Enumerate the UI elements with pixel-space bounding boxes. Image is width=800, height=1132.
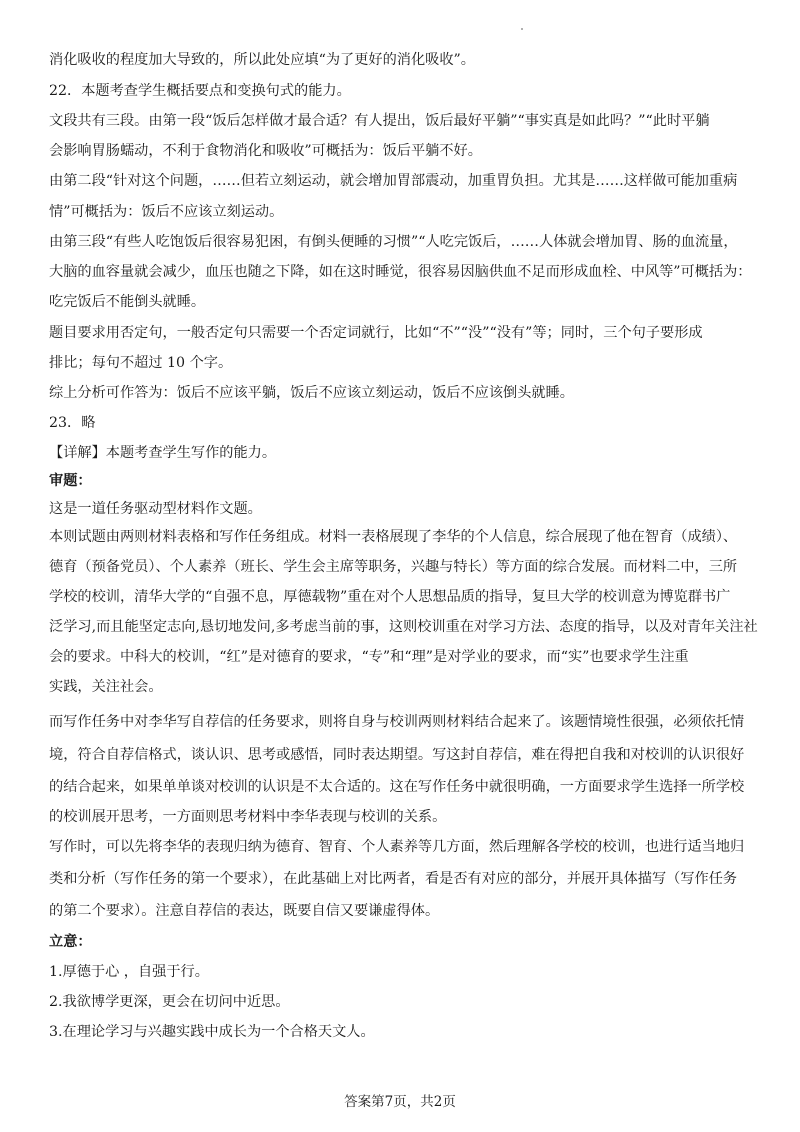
text-line: 的第二个要求）。注意自荐信的表达，既要自信又要谦虚得体。 xyxy=(49,903,440,919)
text-line: 而写作任务中对李华写自荐信的任务要求，则将自身与校训两则材料结合起来了。该题情境性很强，必须依托情 xyxy=(49,714,745,730)
section-heading-shenti: 审题： xyxy=(49,473,92,489)
text-line: 情”可概括为：饭后不应该立刻运动。 xyxy=(49,204,284,220)
text-line: 大脑的血容量就会减少，血压也随之下降，如在这时睡觉，很容易因脑供血不足而形成血栓、中风等”可概括为： xyxy=(49,264,752,280)
text-line: 的校训展开思考，一方面则思考材料中李华表现与校训的关系。 xyxy=(49,809,447,825)
thesis-item-1: 1.厚德于心 ，自强于行。 xyxy=(49,964,209,980)
text-line: 由第三段“有些人吃饱饭后很容易犯困，有倒头便睡的习惯”“人吃完饭后，……人体就会增加胃、肠的血流量， xyxy=(49,234,738,250)
text-line: 排比；每句不超过 10 个字。 xyxy=(49,355,233,371)
text-line: 境，符合自荐信格式，谈认识、思考或感悟，同时表达期望。写这封自荐信，难在得把自我和对校训的认识很好 xyxy=(49,747,745,763)
text-line: 这是一道任务驱动型材料作文题。 xyxy=(49,501,262,517)
text-line: 会影响胃肠蠕动，不利于食物消化和吸收”可概括为：饭后平躺不好。 xyxy=(49,143,482,159)
section-heading-liyi: 立意： xyxy=(49,934,92,950)
answer-22-heading: 22．本题考查学生概括要点和变换句式的能力。 xyxy=(49,83,351,99)
thesis-item-2: 2.我欲博学更深，更会在切问中近思。 xyxy=(49,994,290,1010)
text-line: 综上分析可作答为：饭后不应该平躺，饭后不应该立刻运动，饭后不应该倒头就睡。 xyxy=(49,385,574,401)
detail-line: 【详解】本题考查学生写作的能力。 xyxy=(49,445,277,461)
text-line: 吃完饭后不能倒头就睡。 xyxy=(49,294,206,310)
page-footer: 答案第7页，共2页 xyxy=(344,1094,456,1110)
text-line: 由第二段“针对这个问题，……但若立刻运动，就会增加胃部震动，加重胃负担。尤其是……这样做可能加重病 xyxy=(49,173,738,189)
text-line: 泛学习,而且能坚定志向,恳切地发问,多考虑当前的事，这则校训重在对学习方法、态度的指导，以及对青年关注社 xyxy=(49,619,758,635)
text-line: 学校的校训，清华大学的“自强不息，厚德载物”重在对个人思想品质的指导，复旦大学的校训意为博览群书广 xyxy=(49,589,731,605)
text-line: 消化吸收的程度加大导致的，所以此处应填“为了更好的消化吸收”。 xyxy=(49,52,475,68)
text-line: 写作时，可以先将李华的表现归纳为德育、智育、个人素养等几方面，然后理解各学校的校训，也进行适当地归 xyxy=(49,839,745,855)
text-line: 本则试题由两则材料表格和写作任务组成。材料一表格展现了李华的个人信息，综合展现了他在智育（成绩）、 xyxy=(49,529,738,545)
text-line: 的结合起来，如果单单谈对校训的认识是不太合适的。这在写作任务中就很明确，一方面要求学生选择一所学校 xyxy=(49,779,745,795)
text-line: 类和分析（写作任务的第一个要求），在此基础上对比两者，看是否有对应的部分，并展开具体描写（写作任务 xyxy=(49,871,738,887)
scan-speck xyxy=(521,28,523,30)
text-line: 实践，关注社会。 xyxy=(49,679,163,695)
answer-23-heading: 23．略 xyxy=(49,415,96,431)
text-line: 题目要求用否定句，一般否定句只需要一个否定词就行，比如“不”“没”“没有”等；同时，三个句子要形成 xyxy=(49,325,703,341)
text-line: 会的要求。中科大的校训，“红”是对德育的要求，“专”和“理”是对学业的要求，而“实”也要求学生注重 xyxy=(49,649,689,665)
thesis-item-3: 3.在理论学习与兴趣实践中成长为一个合格天文人。 xyxy=(49,1024,375,1040)
text-line: 德育（预备党员）、个人素养（班长、学生会主席等职务，兴趣与特长）等方面的综合发展。而材料二中，三所 xyxy=(49,559,738,575)
text-line: 文段共有三段。由第一段“饭后怎样做才最合适？有人提出，饭后最好平躺”“事实真是如此吗？”“此时平躺 xyxy=(49,113,710,129)
